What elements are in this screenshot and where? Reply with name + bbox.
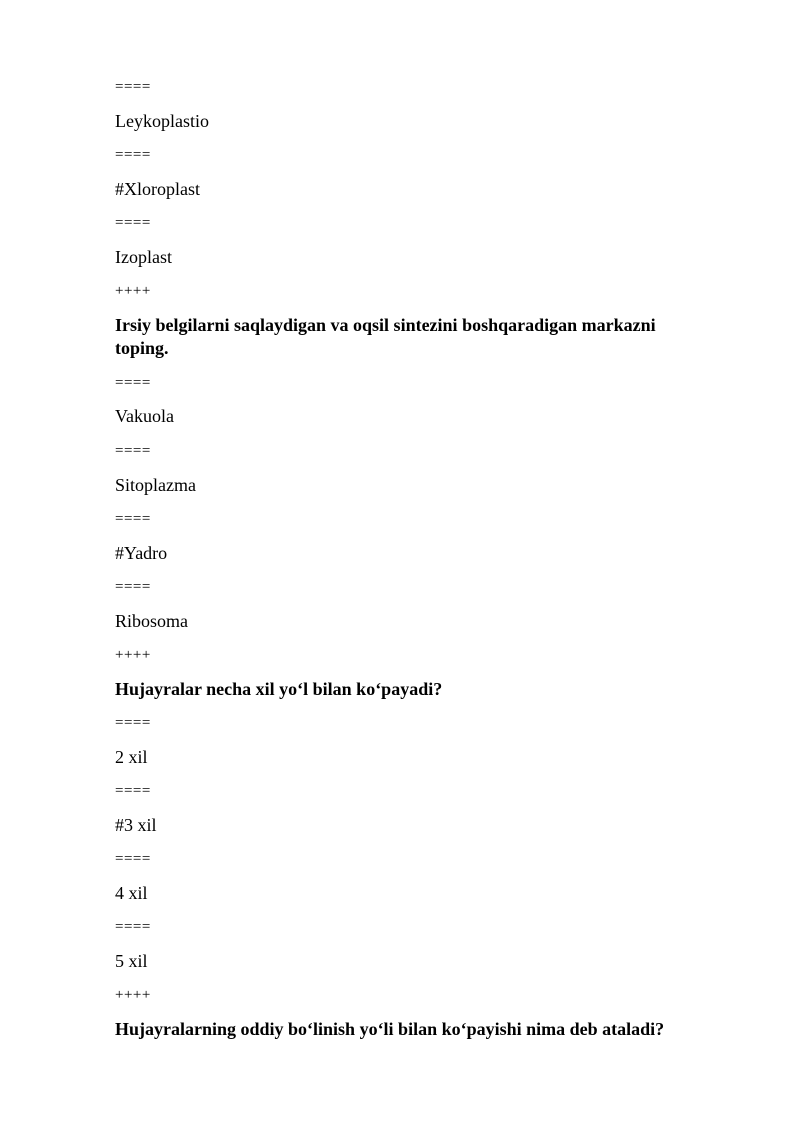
question-text: Irsiy belgilarni saqlaydigan va oqsil sintezini boshqaradigan markazni toping. [115,315,656,358]
question-separator: ++++ [115,647,151,663]
answer-option: Vakuola [115,406,174,426]
answer-option: Ribosoma [115,611,189,631]
separator-line: ==== [115,147,151,163]
answer-option: 4 xil [115,883,148,903]
question-separator: ++++ [115,987,151,1003]
answer-option: 2 xil [115,747,148,767]
answer-option-correct: #3 xil [115,815,157,835]
answer-option: Sitoplazma [115,475,196,495]
answer-option: Izoplast [115,247,172,267]
separator-line: ==== [115,851,151,867]
separator-line: ==== [115,79,151,95]
separator-line: ==== [115,715,151,731]
separator-line: ==== [115,443,151,459]
separator-line: ==== [115,511,151,527]
separator-line: ==== [115,375,151,391]
separator-line: ==== [115,579,151,595]
answer-option: Leykoplastio [115,111,209,131]
answer-option-correct: #Xloroplast [115,179,200,199]
question-text: Hujayralarning oddiy bo‘linish yo‘li bilan ko‘payishi nima deb ataladi? [115,1019,665,1039]
question-separator: ++++ [115,283,151,299]
answer-option-correct: #Yadro [115,543,168,563]
separator-line: ==== [115,919,151,935]
separator-line: ==== [115,215,151,231]
answer-option: 5 xil [115,951,148,971]
question-text: Hujayralar necha xil yo‘l bilan ko‘payadi? [115,679,443,699]
separator-line: ==== [115,783,151,799]
